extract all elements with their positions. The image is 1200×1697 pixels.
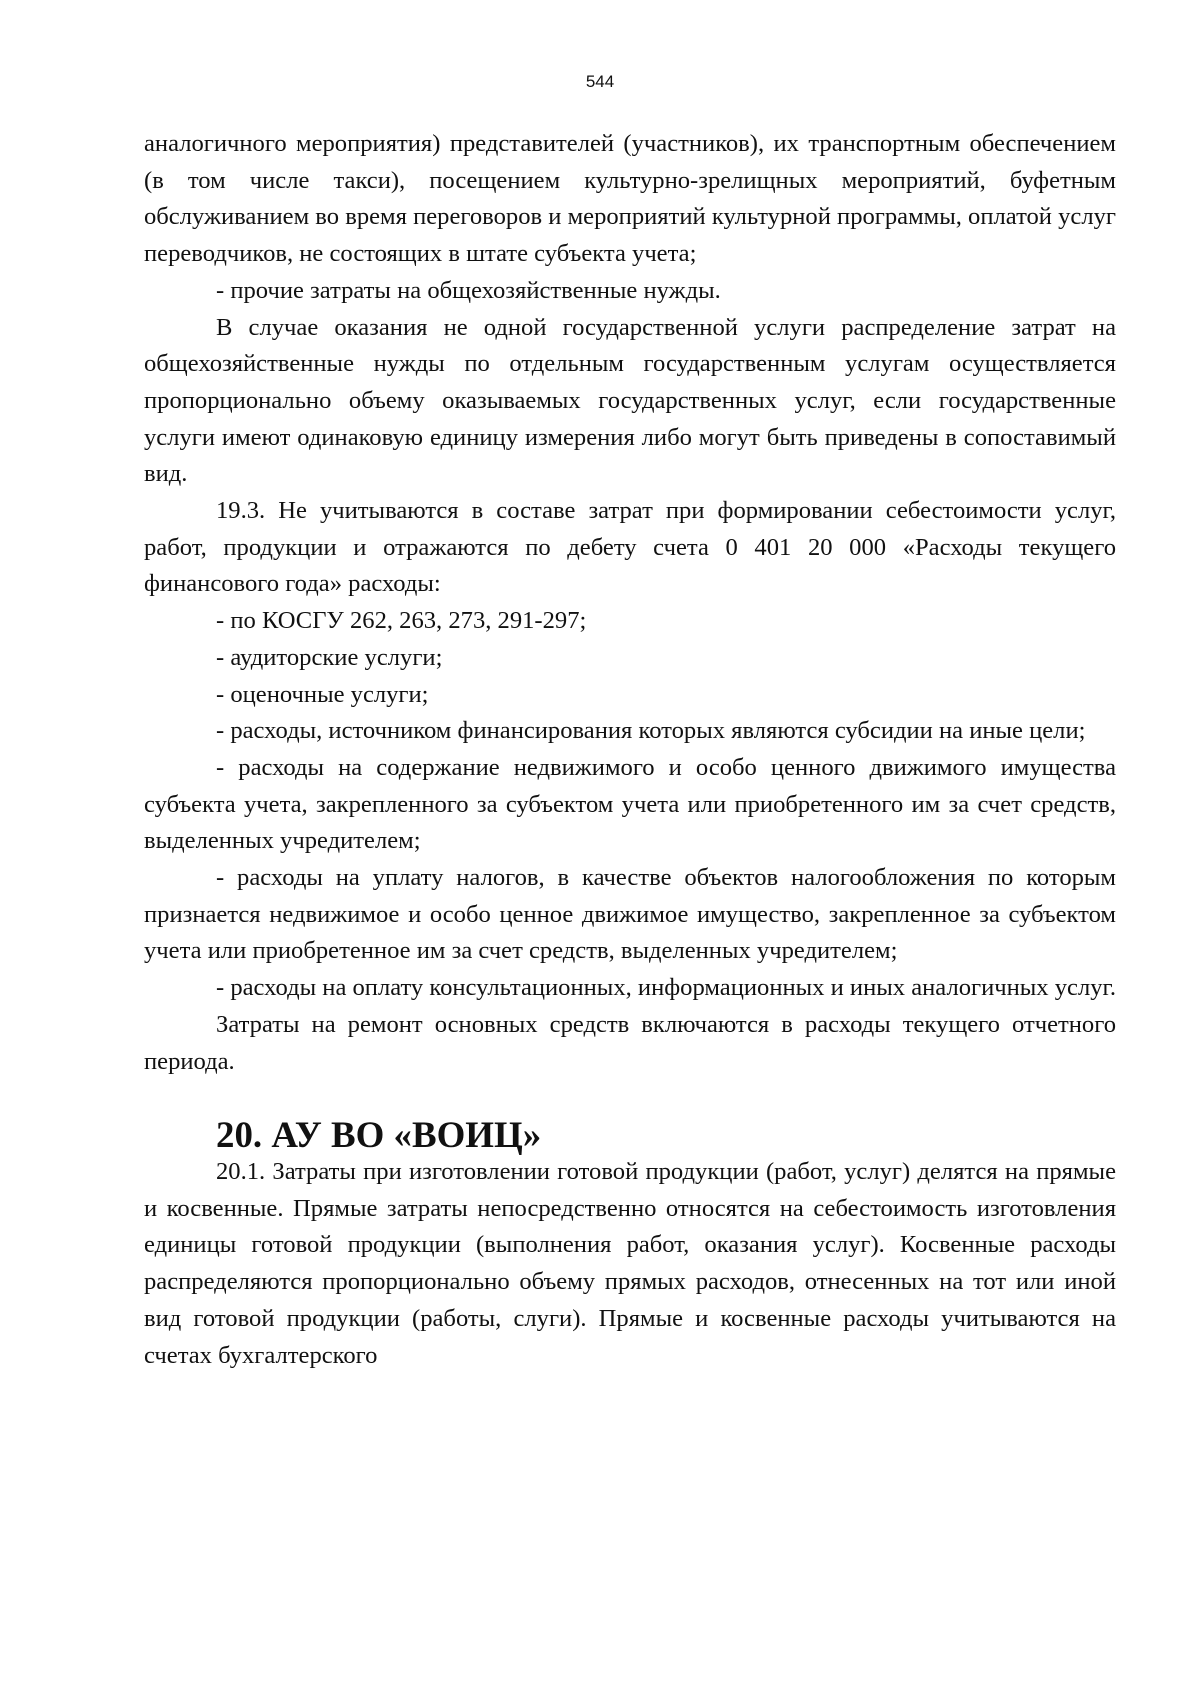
list-item-kosgu: - по КОСГУ 262, 263, 273, 291-297; bbox=[216, 607, 587, 635]
list-item-other-expenses: - прочие затраты на общехозяйственные нужды. bbox=[216, 276, 721, 304]
paragraphs-after-heading bbox=[144, 1154, 1116, 1374]
paragraph-clause-20-1: 20.1. Затраты при изготовлении готовой продукции (работ, услуг) делятся на прямые и косвенные. Прямые затраты непосредственно относятся на себестоимость изготовления единицы готовой продукции (выполнения работ, оказания услуг). Косвенные расходы распределяются пропорционально объему прямых расходов, отнесенных на тот или иной вид готовой продукции (работы, слуги). Прямые и косвенные расходы учитываются на счетах бухгалтерского bbox=[144, 1157, 1116, 1369]
list-item-appraisal: - оценочные услуги; bbox=[216, 680, 429, 708]
paragraph-continuation: аналогичного мероприятия) представителей (участников), их транспортным обеспечением (в том числе такси), посещением культурно-зрелищных мероприятий, буфетным обслуживанием во время переговоров и мероприятий культурной программы, оплатой услуг переводчиков, не состоящих в штате субъекта учета; bbox=[144, 130, 1116, 268]
list-item-consulting: - расходы на оплату консультационных, информационных и иных аналогичных услуг. bbox=[216, 974, 1116, 1002]
list-item-property-maintenance: - расходы на содержание недвижимого и особо ценного движимого имущества субъекта учета, закрепленного за субъектом учета или приобретенного им за счет средств, выделенных учредителем; bbox=[144, 753, 1116, 855]
list-item-property-tax: - расходы на уплату налогов, в качестве объектов налогообложения по которым признается недвижимое и особо ценное движимое имущество, закрепленное за субъектом учета или приобретенное им за счет средств, выделенных учредителем; bbox=[144, 864, 1116, 965]
section-heading: 20. АУ ВО «ВОИЦ» bbox=[216, 1114, 542, 1156]
list-item-audit: - аудиторские услуги; bbox=[216, 643, 443, 671]
list-item-subsidies: - расходы, источником финансирования которых являются субсидии на иные цели; bbox=[216, 717, 1086, 745]
paragraph-distribution: В случае оказания не одной государственной услуги распределение затрат на общехозяйственные нужды по отдельным государственным услугам осуществляется пропорционально объему оказываемых государственных услуг, если государственные услуги имеют одинаковую единицу измерения либо могут быть приведены в сопоставимый вид. bbox=[144, 313, 1116, 488]
paragraph-clause-19-3: 19.3. Не учитываются в составе затрат при формировании себестоимости услуг, работ, продукции и отражаются по дебету счета 0 401 20 000 «Расходы текущего финансового года» расходы: bbox=[144, 497, 1116, 598]
page-number: 544 bbox=[585, 72, 615, 91]
document-body bbox=[144, 126, 1116, 1374]
paragraphs-before-heading bbox=[144, 126, 1116, 1080]
paragraph-repairs: Затраты на ремонт основных средств включаются в расходы текущего отчетного периода. bbox=[144, 1010, 1116, 1075]
